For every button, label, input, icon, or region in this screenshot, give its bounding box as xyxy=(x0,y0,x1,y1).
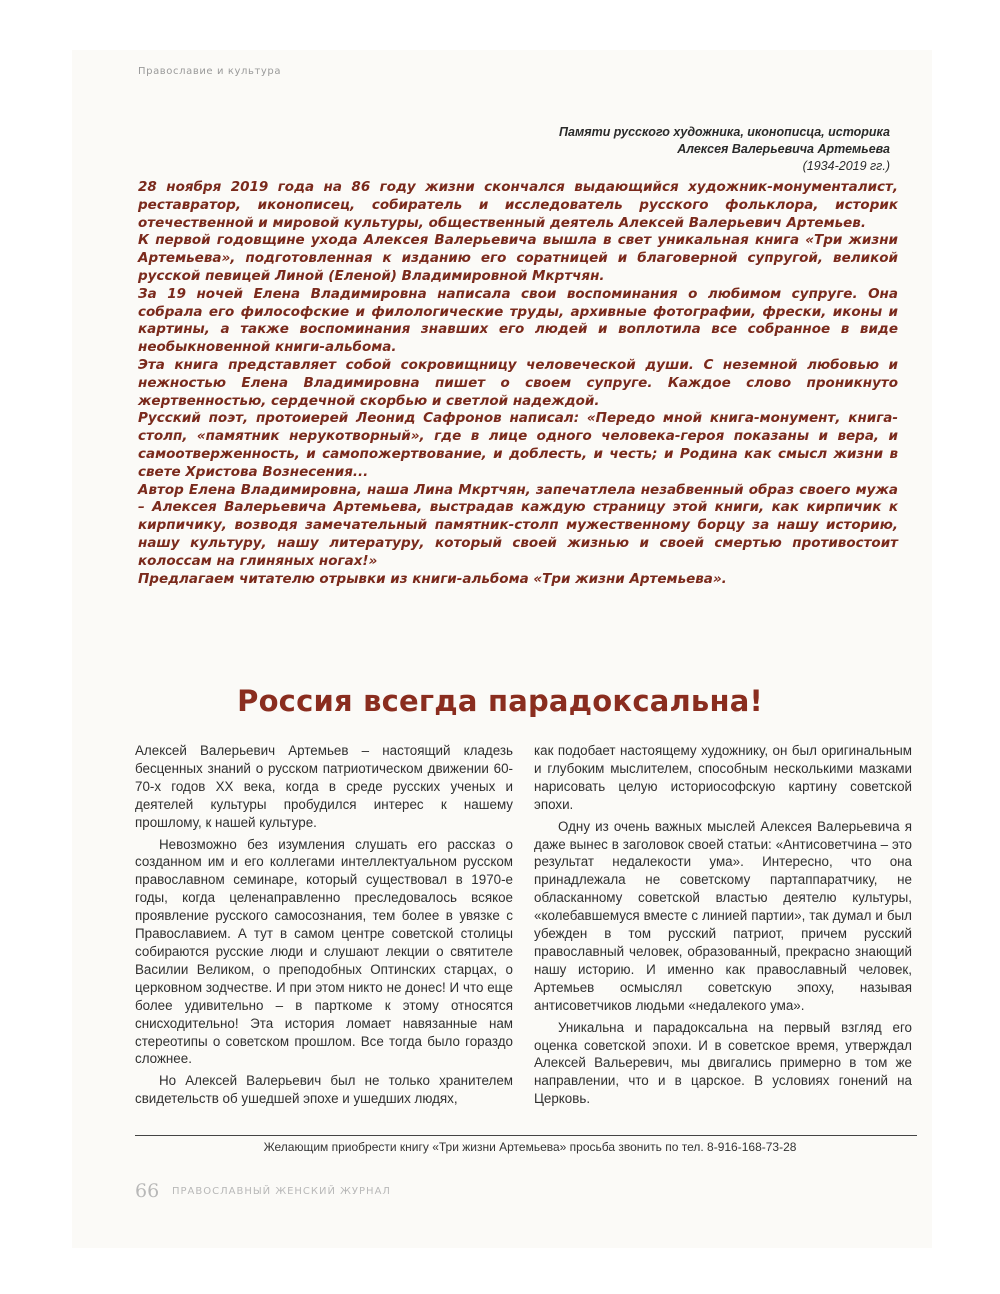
body-paragraph: Алексей Валерьевич Артемьев – настоящий кладезь бесценных знаний о русском патриотическом движении 60-70-х годов XX века, когда в среде русских ученых и деятелей культуры пробудился интерес к нашему прошлому, к нашей культуре. xyxy=(135,743,513,830)
dedication xyxy=(559,124,890,175)
intro-paragraph: Предлагаем читателю отрывки из книги-альбома «Три жизни Артемьева». xyxy=(138,570,727,587)
dedication-line: Памяти русского художника, иконописца, историка xyxy=(559,125,890,139)
intro-paragraph: К первой годовщине ухода Алексея Валерьевича вышла в свет уникальная книга «Три жизни Артемьева», подготовленная к изданию его соратницей и благоверной супругой, великой русской певицей Линой (Еленой) Владимировной Мкртчян. xyxy=(138,232,898,284)
intro-paragraph: За 19 ночей Елена Владимировна написала свои воспоминания о любимом супруге. Она собрала его философские и филологические труды, архивные фотографии, фрески, иконы и картины, а также воспоминания знавших его людей и воплотила все собранное в виде необыкновенной книги-альбома. xyxy=(138,285,898,356)
body-paragraph: как подобает настоящему художнику, он был оригинальным и глубоким мыслителем, способным несколькими мазками нарисовать целую историософскую картину советской эпохи. xyxy=(534,743,912,812)
intro-paragraph: Автор Елена Владимировна, наша Лина Мкртчян, запечатлела незабвенный образ своего мужа – Алексея Валерьевича Артемьева, выстрадав каждую страницу этой книги, как кирпичик к кирпичику, возводя замечательный памятник-столп мужественному борцу за нашу историю, нашу культуру, нашу литературу, который своей жизнью и своей смертью противостоит колоссам на глиняных ногах!» xyxy=(138,481,898,569)
intro-paragraph: 28 ноября 2019 года на 86 году жизни скончался выдающийся художник-монументалист, реставратор, иконописец, собиратель и исследователь русского фольклора, историк отечественной и мировой культуры, общественный деятель Алексей Валерьевич Артемьев. xyxy=(138,179,898,231)
intro-paragraph: Эта книга представляет собой сокровищницу человеческой души. С неземной любовью и нежностью Елена Владимировна пишет о своем супруге. Каждое слово проникнуто жертвенностью, сердечной скорбью и светлой надеждой. xyxy=(138,356,898,409)
dedication-years: (1934-2019 гг.) xyxy=(802,159,890,173)
intro-paragraph: Русский поэт, протоиерей Леонид Сафронов написал: «Передо мной книга-монумент, книга-столп, «памятник нерукотворный», где в лице одного человека-героя показаны и вера, и самоотверженность, и самопожертвование, и доблесть, и честь; и Родина как смысл жизни в свете Христова Вознесения... xyxy=(138,410,898,480)
article-column-left xyxy=(135,742,513,1112)
page-number: 66 xyxy=(135,1180,160,1202)
body-paragraph: Но Алексей Валерьевич был не только хранителем свидетельств об ушедшей эпохе и ушедших людях, xyxy=(135,1073,513,1107)
article-column-right xyxy=(534,742,912,1112)
magazine-title: ПРАВОСЛАВНЫЙ ЖЕНСКИЙ ЖУРНАЛ xyxy=(172,1186,391,1197)
footnote-divider xyxy=(135,1135,917,1136)
footnote: Желающим приобрести книгу «Три жизни Артемьева» просьба звонить по тел. 8-916-168-73-28 xyxy=(263,1140,797,1154)
article-headline: Россия всегда парадоксальна! xyxy=(237,684,763,718)
intro-block xyxy=(138,179,898,588)
body-paragraph: Невозможно без изумления слушать его рассказ о созданном им и его коллегами интеллектуальном русском православном семинаре, который существовал в 1970-е годы, когда целенаправленно преследовалось всякое проявление русского самосознания, тем более в увязке с Православием. А тут в самом центре советской столицы собираются русские люди и слушают лекции о святителе Василии Великом, о преподобных Оптинских старцах, о церковном зодчестве. И при этом никто не донес! И что еще более удивительно – в парткоме к этому относятся снисходительно! Эта история ломает навязанные нам стереотипы о советском прошлом. Все тогда было гораздо сложнее. xyxy=(135,836,513,1067)
running-head: Православие и культура xyxy=(138,66,282,77)
body-paragraph: Одну из очень важных мыслей Алексея Валерьевича я даже вынес в заголовок своей статьи: «Антисоветчина – это результат недалекости ума». Интересно, что она принадлежала не советскому партаппаратчику, не обласканному советской властью деятелю культуры, «колебавшемуся вместе с линией партии», так думал и был убежден в том русский патриот, причем русский православный человек, образованный, прекрасно знающий нашу историю. И именно как православный человек, Артемьев осмыслял советскую эпоху, называя антисоветчиков людьми «недалекого ума». xyxy=(534,818,912,1013)
dedication-name: Алексея Валерьевича Артемьева xyxy=(677,142,890,156)
body-paragraph: Уникальна и парадоксальна на первый взгляд его оценка советской эпохи. И в советское время, утверждал Алексей Вальеревич, мы двигались примерно в том же направлении, что и в царское. В условиях гонений на Церковь. xyxy=(534,1019,912,1107)
